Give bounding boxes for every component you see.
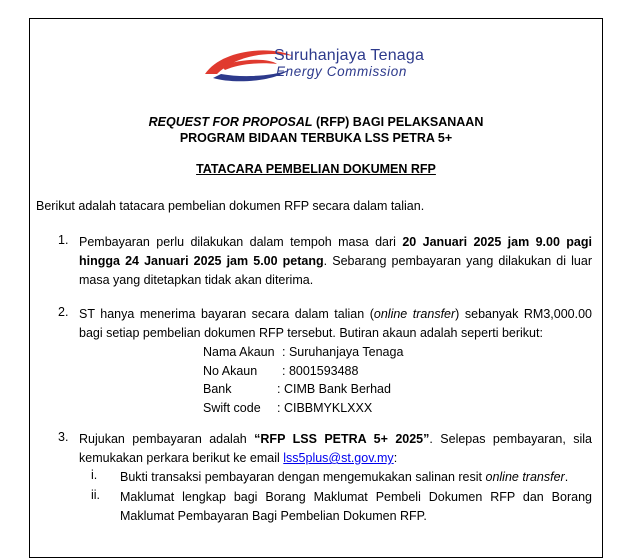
account-name-value: : Suruhanjaya Tenaga [282, 345, 404, 359]
title-line-2: PROGRAM BIDAAN TERBUKA LSS PETRA 5+ [179, 131, 453, 145]
item-1-part-c: . Sebarang pembayaran yang dilakukan di luar masa yang ditetapkan tidak akan diterima. [79, 254, 592, 287]
item-3-bold: “RFP LSS PETRA 5+ 2025” [254, 432, 430, 446]
subitem-marker: ii. [91, 488, 101, 502]
item-1-text [79, 233, 592, 290]
item-number: 3. [58, 430, 69, 444]
item-2-italic: online transfer [373, 307, 456, 321]
item-3-part-a: Rujukan pembayaran adalah [79, 432, 255, 446]
subitem-marker: i. [91, 468, 98, 482]
logo-wordmark [274, 48, 424, 80]
account-bank-value: : CIMB Bank Berhad [277, 382, 391, 396]
email-link[interactable]: lss5plus@st.gov.my [283, 451, 394, 465]
account-row-number [203, 362, 403, 381]
subitem-1-part-a: Bukti transaksi pembayaran dengan mengemukakan salinan resit [120, 470, 486, 484]
item-3-text [79, 430, 592, 468]
subitem-1-part-c: . [564, 470, 569, 484]
account-row-bank [203, 380, 403, 399]
account-row-swift [203, 399, 403, 418]
item-number: 2. [58, 305, 69, 319]
account-no-label: No Akaun [203, 363, 258, 378]
subitem-2-text: Maklumat lengkap bagi Borang Maklumat Pembeli Dokumen RFP dan Borang Maklumat Pembayaran Bagi Pembelian Dokumen RFP. [120, 490, 592, 523]
intro-paragraph: Berikut adalah tatacara pembelian dokumen RFP secara dalam talian. [36, 199, 425, 213]
logo-line-1: Suruhanjaya Tenaga [274, 47, 425, 64]
account-swift-label: Swift code [203, 400, 261, 415]
title-italic-part: REQUEST FOR PROPOSAL [148, 115, 313, 129]
item-number: 1. [58, 233, 69, 247]
account-swift-value: : CIBBMYKLXXX [277, 400, 373, 415]
account-row-name [203, 343, 403, 362]
item-3-part-c: . Selepas pembayaran, sila kemukakan perkara berikut ke email [79, 432, 593, 465]
title-rest-part: (RFP) BAGI PELAKSANAAN [312, 115, 484, 129]
account-no-value: : 8001593488 [282, 363, 359, 378]
account-bank-label: Bank [203, 382, 232, 396]
title-line-1 [29, 115, 603, 129]
item-3-part-d: : [393, 451, 398, 465]
subitem-1-text [120, 468, 592, 487]
account-details [203, 343, 403, 417]
item-2-part-a: ST hanya menerima bayaran secara dalam talian ( [79, 307, 374, 321]
section-heading: TATACARA PEMBELIAN DOKUMEN RFP [196, 162, 436, 176]
subitem-1-italic: online transfer [485, 470, 565, 484]
logo-line-2: Energy Commission [276, 64, 407, 79]
item-2-text [79, 305, 592, 343]
account-name-label: Nama Akaun [203, 345, 275, 359]
item-2-part-c: ) sebanyak RM3,000.00 bagi setiap pembelian dokumen RFP tersebut. Butiran akaun adalah seperti berikut: [79, 307, 593, 340]
item-1-bold: 20 Januari 2025 jam 9.00 pagi hingga 24 Januari 2025 jam 5.00 petang [79, 235, 592, 268]
item-1-part-a: Pembayaran perlu dilakukan dalam tempoh masa dari [79, 235, 403, 249]
